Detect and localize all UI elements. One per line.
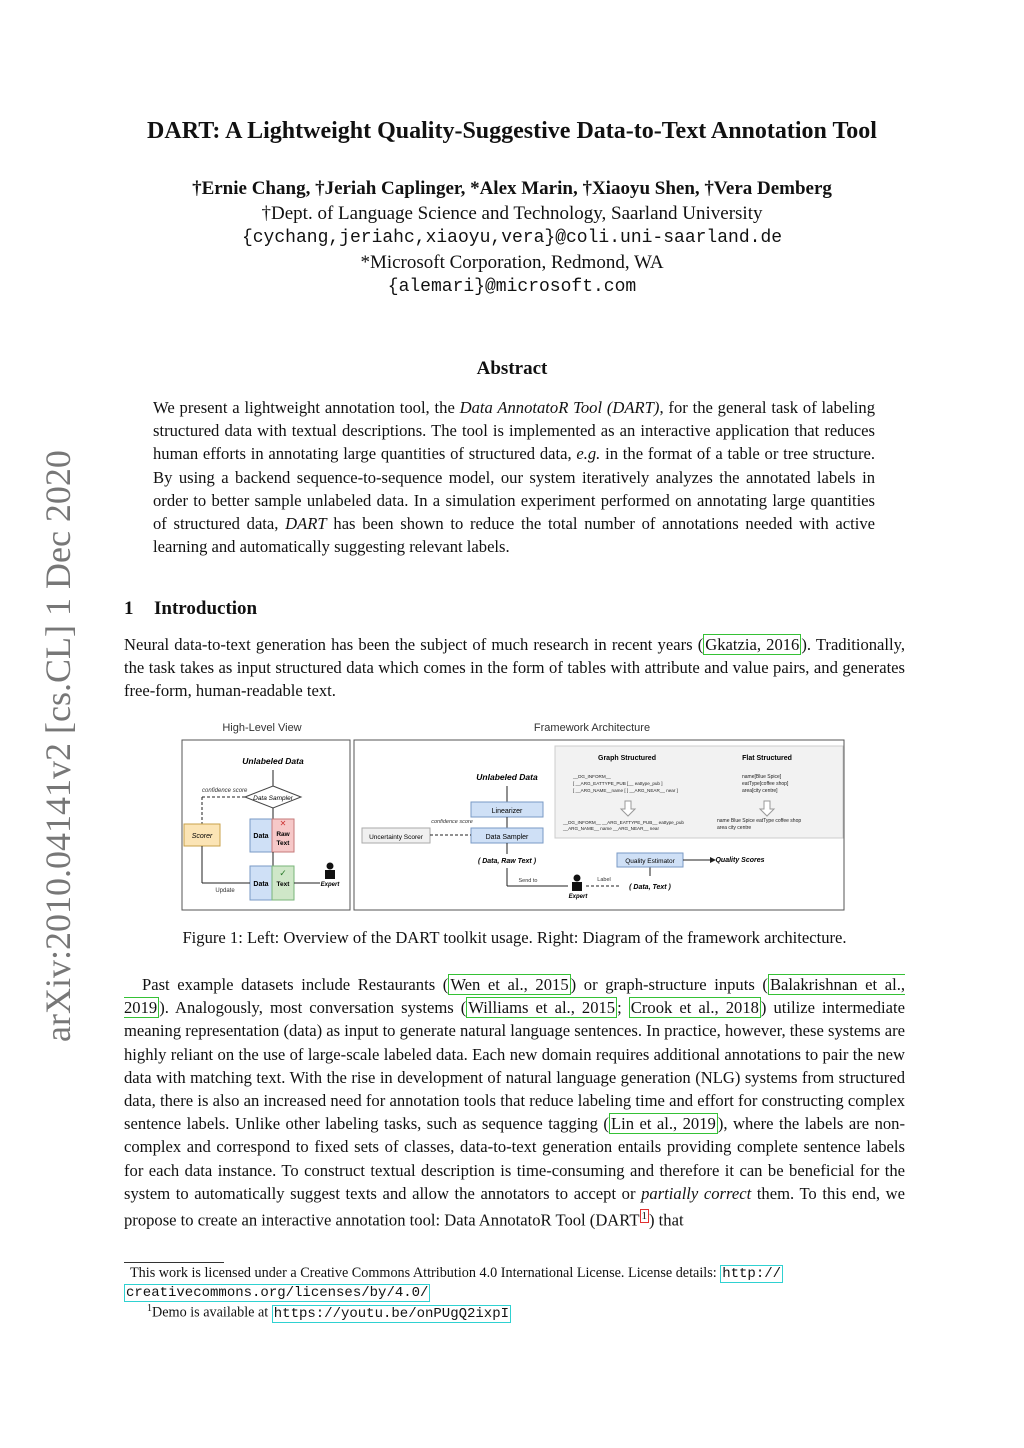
svg-text:[ __ARG_EATTYPE_PUB [__ eattyp: [ __ARG_EATTYPE_PUB [__ eattype_pub ] <box>573 781 663 786</box>
email-saarland: {cychang,jeriahc,xiaoyu,vera}@coli.uni-saarland.de <box>241 228 783 248</box>
svg-text:Text: Text <box>276 840 290 847</box>
affiliation-saarland: †Dept. of Language Science and Technology, Saarland University <box>261 203 763 224</box>
svg-text:Label: Label <box>597 877 611 883</box>
quality-scores-label: Quality Scores <box>715 857 765 864</box>
footnote-rule <box>124 1262 224 1263</box>
quality-estimator-label: Quality Estimator <box>625 858 675 865</box>
check-icon: ✓ <box>279 868 287 878</box>
left-data-sampler-label: Data Sampler <box>253 795 293 802</box>
citation-wen[interactable]: Wen et al., 2015 <box>450 975 569 994</box>
intro-paragraph-2: Past example datasets include Restaurants ( Wen et al., 2015 ) or graph-structure inputs ( Balakrishnan et al., 2019 ). Analogously, most conversation systems ( Williams et al., 2015 ; Crook et al., 2018 ) utilize intermediate meaning representation (data) as input to generate natural language sentences. In practice, however, these systems are highly reliant on the use of large-scale labeled data. Each new domain requires additional annotations to pair the new data with matching text. With the rise in development of natural language generation (NLG) systems from structured data, there is also an increased need for annotation tools that reduce labeling time and effort for constructing complex sentence labels. Unlike other labeling tasks, such as sequence tagging ( Lin et al., 2019 ), where the labels are non-complex and correspond to fixed sets of classes, data-to-text generation entails providing complete sentence labels for each data instance. To construct textual description is time-consuming and therefore it can be beneficial for the system to automatically suggest texts and allow the annotators to accept or partially correct them. To this end, we propose to create an interactive annotation tool: Data AnnotatoR Tool (DART $^1$ ) that <box>124 975 906 1230</box>
svg-text:Send to: Send to <box>518 878 538 884</box>
license-footnote: This work is licensed under a Creative Commons Attribution 4.0 International License. License details: http:// creativecommons.org/licenses/by/4.0/ <box>126 1265 782 1301</box>
citation-lin[interactable]: Lin et al., 2019 <box>610 1114 716 1134</box>
left-expert-icon <box>327 863 334 870</box>
svg-text:Graph Structured: Graph Structured <box>598 755 656 762</box>
footnote-1: $^1$Demo is available at https://youtu.be/onPUgQ2ixpI <box>147 1303 510 1322</box>
svg-text:__DG_INFORM__ __ARG_EATTYPE_P: __DG_INFORM__ __ARG_EATTYPE_PUB__ eattype_pub <box>563 820 684 825</box>
data-text-pair: ( Data, Text ) <box>629 884 671 891</box>
paper-title: DART: A Lightweight Quality-Suggestive Data-to-Text Annotation Tool <box>147 118 877 144</box>
demo-url-link[interactable]: https://youtu.be/onPUgQ2ixpI <box>273 1305 510 1322</box>
svg-text:__ARG_NAME__ name __ARG_NEAR__: __ARG_NAME__ name __ARG_NEAR__ near <box>563 826 660 831</box>
svg-text:Text: Text <box>276 881 290 888</box>
cross-icon: ✕ <box>279 819 287 828</box>
scorer-label: Scorer <box>191 833 213 840</box>
footnote-1-link[interactable]: 1 <box>641 1210 647 1223</box>
right-expert-icon <box>574 875 581 882</box>
svg-text:area[city centre]: area[city centre] <box>742 788 778 794</box>
left-confidence-label: confidence score <box>202 788 248 794</box>
svg-text:Flat Structured: Flat Structured <box>742 755 792 762</box>
affiliation-microsoft: *Microsoft Corporation, Redmond, WA <box>360 252 664 273</box>
intro-paragraph-1: Neural data-to-text generation has been the subject of much research in recent years ( Gkatzia, 2016 ). Traditionally, the task takes as input structured data which comes in the form of tables with attribute and value pairs, and generates free-form, human-readable text. <box>124 635 905 701</box>
svg-text:Data: Data <box>253 881 269 888</box>
right-unlabeled-data-label: Unlabeled Data <box>476 772 538 782</box>
data-raw-text-pair: ( Data, Raw Text ) <box>477 858 537 865</box>
citation-gkatzia[interactable]: Gkatzia, 2016 <box>705 635 800 654</box>
right-panel-title: Framework Architecture <box>533 722 651 734</box>
svg-text:Data: Data <box>253 833 269 840</box>
citation-crook[interactable]: Crook et al., 2018 <box>630 998 759 1018</box>
left-unlabeled-data-label: Unlabeled Data <box>242 756 304 766</box>
svg-text:__DG_INFORM__: __DG_INFORM__ <box>573 774 611 779</box>
svg-text:confidence score: confidence score <box>431 819 473 825</box>
uncertainty-scorer-label: Uncertainty Scorer <box>369 834 423 841</box>
email-microsoft: {alemari}@microsoft.com <box>387 277 637 297</box>
data-sampler-label: Data Sampler <box>485 834 529 841</box>
abstract-heading: Abstract <box>476 358 548 379</box>
svg-text:Expert: Expert <box>568 894 588 900</box>
svg-text:name Blue Spice eatType coffee: name Blue Spice eatType coffee shop <box>717 818 802 824</box>
abstract-body: We present a lightweight annotation tool, the Data AnnotatoR Tool (DART), for the general task of labeling structured data with textual descriptions. The tool is implemented as an interactive application that reduces human efforts in annotating large quantities of structured data, e.g. in the format of a table or tree structure. By using a backend sequence-to-sequence model, our system iteratively analyzes the annotated labels in order to better sample unlabeled data. In a simulation experiment performed on annotating large quantities of structured data, DART has been shown to reduce the total number of annotations needed with active learning and automatically suggesting relevant labels. <box>153 398 875 557</box>
figure-1 <box>170 716 860 916</box>
citation-balakrishnan[interactable]: Balakrishnan et al., 2019 <box>124 975 905 1018</box>
citation-williams[interactable]: Williams et al., 2015 <box>468 998 616 1018</box>
author-list: †Ernie Chang, †Jeriah Caplinger, *Alex Marin, †Xiaoyu Shen, †Vera Demberg <box>192 178 832 199</box>
figure-1-caption: Figure 1: Left: Overview of the DART toolkit usage. Right: Diagram of the framework architecture. <box>182 928 847 947</box>
update-label: Update <box>215 888 235 894</box>
arxiv-identifier: arXiv:2010.04141v2 [cs.CL] 1 Dec 2020 <box>38 450 78 1042</box>
svg-text:area city centre: area city centre <box>717 825 752 831</box>
linearizer-label: Linearizer <box>491 808 523 815</box>
license-url-link[interactable]: http:// <box>722 1266 782 1282</box>
svg-text:Expert: Expert <box>320 882 340 888</box>
svg-text:[ __ARG_NAME__name [ ] __ARG_N: [ __ARG_NAME__name [ ] __ARG_NEAR__ near ] <box>573 788 678 793</box>
svg-text:eatType[coffee shop]: eatType[coffee shop] <box>742 781 789 787</box>
raw-text-label: Raw <box>276 831 290 838</box>
left-panel-title: High-Level View <box>222 722 302 734</box>
section-heading-introduction: 1 Introduction <box>124 598 258 619</box>
license-url-link-cont[interactable]: creativecommons.org/licenses/by/4.0/ <box>126 1285 429 1301</box>
svg-text:name[Blue Spice]: name[Blue Spice] <box>742 774 782 780</box>
